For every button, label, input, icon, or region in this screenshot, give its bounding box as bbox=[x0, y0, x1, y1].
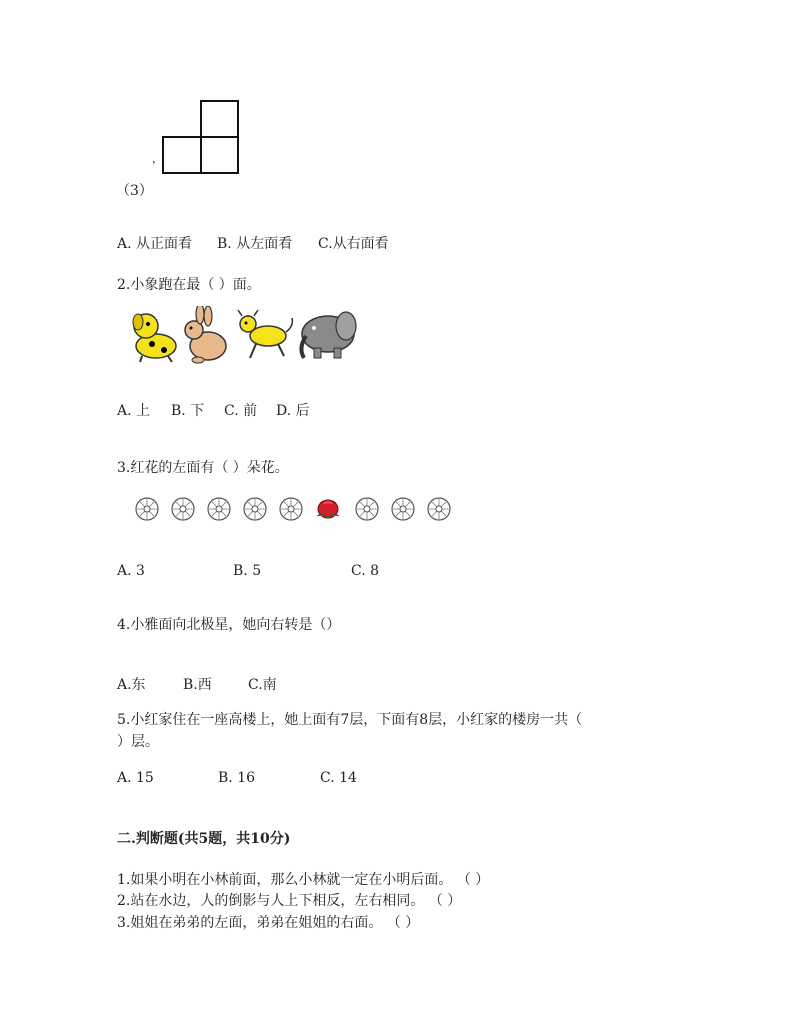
option-a: A. 从正面看 bbox=[117, 236, 193, 252]
option-a: A. 上 bbox=[117, 403, 151, 419]
flower-icon bbox=[390, 496, 416, 522]
option-b: B.西 bbox=[183, 677, 212, 693]
flower-icon bbox=[354, 496, 380, 522]
option-c: C. 前 bbox=[224, 403, 258, 419]
red-flower-icon bbox=[313, 494, 343, 522]
option-a: A. 3 bbox=[117, 563, 145, 579]
option-c: C.从右面看 bbox=[318, 236, 389, 252]
question-5-line1: 5.小红家住在一座高楼上，她上面有7层，下面有8层，小红家的楼房一共（ bbox=[117, 712, 583, 728]
question-2-text: 2.小象跑在最（ ）面。 bbox=[117, 277, 261, 293]
question-3-text: 3.红花的左面有（ ）朵花。 bbox=[117, 460, 289, 476]
diagram-square-bottom-left bbox=[162, 136, 202, 174]
option-b: B. 从左面看 bbox=[217, 236, 293, 252]
flower-icon bbox=[426, 496, 452, 522]
dog-icon bbox=[133, 314, 176, 362]
question-label-3: （3） bbox=[116, 183, 153, 199]
question-4-text: 4.小雅面向北极星，她向右转是（） bbox=[117, 617, 341, 633]
question-5-line2: ）层。 bbox=[117, 734, 159, 750]
option-c: C. 14 bbox=[320, 770, 357, 786]
option-b: B. 下 bbox=[171, 403, 205, 419]
option-c: C. 8 bbox=[351, 563, 380, 579]
option-a: A.东 bbox=[117, 677, 146, 693]
flower-icon bbox=[134, 496, 160, 522]
flower-icon bbox=[170, 496, 196, 522]
flower-icon bbox=[242, 496, 268, 522]
diagram-square-bottom-right bbox=[200, 136, 239, 174]
judge-item-1: 1.如果小明在小林前面，那么小林就一定在小明后面。 （ ） bbox=[117, 872, 490, 888]
option-b: B. 16 bbox=[218, 770, 256, 786]
section-2-title: 二.判断题(共5题，共10分) bbox=[117, 831, 291, 847]
judge-item-2: 2.站在水边，人的倒影与人上下相反，左右相同。 （ ） bbox=[117, 893, 462, 909]
flower-icon bbox=[278, 496, 304, 522]
rabbit-icon bbox=[185, 306, 226, 363]
flower-icon bbox=[206, 496, 232, 522]
judge-item-3: 3.姐姐在弟弟的左面，弟弟在姐姐的右面。 （ ） bbox=[117, 915, 420, 931]
option-b: B. 5 bbox=[233, 563, 262, 579]
option-a: A. 15 bbox=[117, 770, 154, 786]
elephant-icon bbox=[301, 312, 356, 358]
diagram-square-top bbox=[200, 100, 239, 138]
option-d: D. 后 bbox=[276, 403, 310, 419]
cow-icon bbox=[238, 310, 292, 358]
option-c: C.南 bbox=[248, 677, 277, 693]
animals-picture bbox=[128, 306, 364, 366]
diagram-tick: ， bbox=[152, 152, 163, 165]
